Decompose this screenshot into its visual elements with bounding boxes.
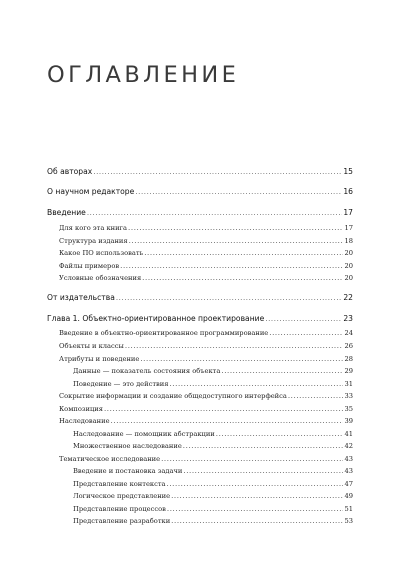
toc-entry-label: Композиция [59,405,103,413]
toc-entry-label: Введение и постановка задачи [73,467,183,475]
toc-page-number: 18 [344,237,353,245]
toc-page-number: 47 [344,480,353,488]
toc-page-number: 29 [344,367,353,375]
toc-section-entry [73,379,353,390]
toc-page-number: 42 [344,442,353,450]
toc-entry-label: Логическое представление [73,492,171,500]
toc-dot-leader [129,236,344,247]
toc-entry-label: Представление разработки [73,517,171,525]
toc-entry-label: Поведение — это действия [73,380,169,388]
toc-chapter-entry [47,186,353,197]
toc-section-entry [59,328,353,339]
toc-page-number: 31 [344,380,353,388]
toc-entry-label: О научном редакторе [47,187,135,196]
toc-page-number: 22 [343,293,353,302]
toc-dot-leader [120,261,343,272]
toc-section-entry [73,466,353,477]
toc-dot-leader [221,366,343,377]
toc-section-entry [73,366,353,377]
toc-dot-leader [169,379,343,390]
toc-entry-label: Сокрытие информации и создание общедоступного интерфейса [59,392,287,400]
toc-section-entry [73,441,353,452]
toc-dot-leader [116,293,342,304]
toc-section-entry [59,416,353,427]
toc-page-number: 20 [344,274,353,282]
toc-dot-leader [104,404,344,415]
toc-entry-label: Об авторах [47,167,93,176]
toc-entry-label: Данные — показатель состояния объекта [73,367,221,375]
toc-section-entry [59,341,353,352]
toc-page-number: 17 [344,224,353,232]
toc-dot-leader [128,223,343,234]
toc-section-entry [59,404,353,415]
toc-page-number: 51 [344,505,353,513]
toc-entry-label: Введение в объектно-ориентированное программирование [59,329,269,337]
toc-section-entry [73,479,353,490]
toc-section-entry [59,391,353,402]
toc-chapter-entry [47,166,353,177]
page-title: ОГЛАВЛЕНИЕ [47,62,240,88]
toc-section-entry [73,504,353,515]
toc-dot-leader [216,429,344,440]
toc-dot-leader [171,516,343,527]
toc-entry-label: Для кого эта книга [59,224,128,232]
toc-section-entry [73,491,353,502]
toc-page-number: 16 [343,187,353,196]
toc-dot-leader [135,187,342,198]
toc-page-number: 24 [344,329,353,337]
toc-entry-label: Объекты и классы [59,342,124,350]
toc-dot-leader [288,391,344,402]
toc-dot-leader [87,208,342,219]
toc-dot-leader [140,354,343,365]
toc-section-entry [59,261,353,272]
toc-dot-leader [142,273,343,284]
toc-entry-label: От издательства [47,293,115,302]
toc-section-entry [59,223,353,234]
toc-entry-label: Наследование [59,417,110,425]
toc-page-number: 53 [344,517,353,525]
toc-page-number: 28 [344,355,353,363]
toc-page-number: 39 [344,417,353,425]
toc-page-number: 33 [344,392,353,400]
toc-entry-label: Структура издания [59,237,128,245]
toc-chapter-entry [47,207,353,218]
toc-section-entry [59,454,353,465]
toc-entry-label: Условные обозначения [59,274,142,282]
toc-section-entry [59,248,353,259]
toc-entry-label: Тематическое исследование [59,455,161,463]
toc-page-number: 35 [344,405,353,413]
toc-dot-leader [161,454,343,465]
toc-page-number: 43 [344,467,353,475]
toc-dot-leader [111,416,344,427]
toc-entry-label: Введение [47,208,86,217]
toc-chapter-entry [47,292,353,303]
toc-dot-leader [183,466,343,477]
toc-section-entry [59,354,353,365]
toc-page-number: 20 [344,249,353,257]
toc-entry-label: Представление процессов [73,505,166,513]
toc-page-number: 41 [344,430,353,438]
toc-page-number: 15 [343,167,353,176]
toc-dot-leader [269,328,343,339]
toc-entry-label: Наследование — помощник абстракции [73,430,215,438]
toc-dot-leader [171,491,343,502]
toc-dot-leader [265,314,342,325]
toc-dot-leader [183,441,344,452]
toc-entry-label: Представление контекста [73,480,166,488]
toc-dot-leader [167,504,344,515]
toc-section-entry [59,236,353,247]
toc-entry-label: Какое ПО использовать [59,249,144,257]
toc-dot-leader [125,341,344,352]
toc-section-entry [73,429,353,440]
toc-page-number: 49 [344,492,353,500]
toc-entry-label: Атрибуты и поведение [59,355,140,363]
toc-page-number: 20 [344,262,353,270]
toc-dot-leader [93,167,342,178]
toc-page-number: 26 [344,342,353,350]
toc-page-number: 43 [344,455,353,463]
toc-section-entry [73,516,353,527]
toc-dot-leader [144,248,343,259]
toc-dot-leader [167,479,344,490]
toc-entry-label: Файлы примеров [59,262,120,270]
toc-entry-label: Глава 1. Объектно-ориентированное проектирование [47,314,265,323]
toc-section-entry [59,273,353,284]
toc-page-number: 17 [343,208,353,217]
toc-chapter-entry [47,313,353,324]
toc-page-number: 23 [343,314,353,323]
toc-entry-label: Множественное наследование [73,442,182,450]
